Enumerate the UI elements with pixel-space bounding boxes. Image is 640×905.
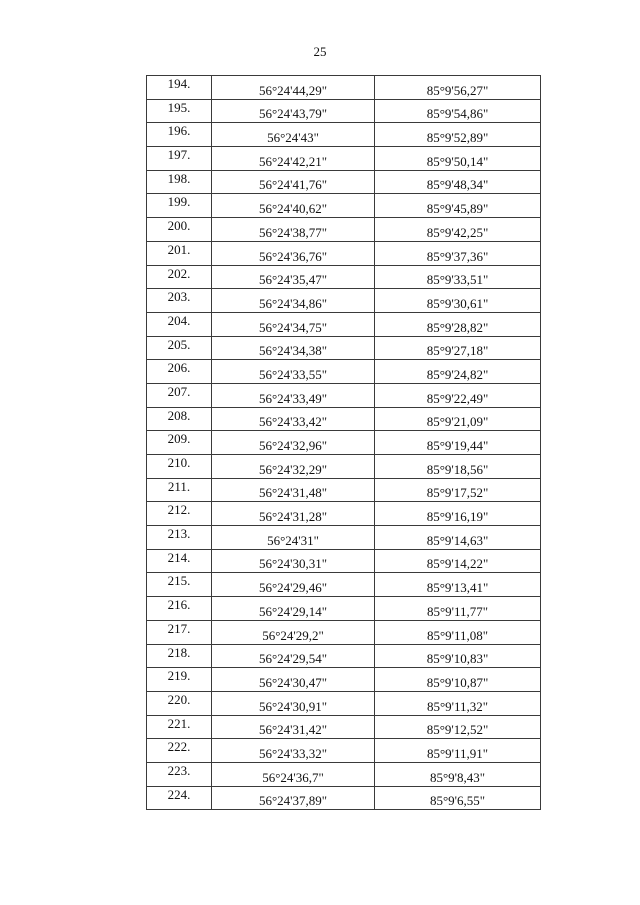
latitude-cell: 56°24'36,7" <box>212 762 375 786</box>
point-number-cell: 218. <box>147 644 212 668</box>
point-number-cell: 195. <box>147 99 212 123</box>
longitude-cell: 85°9'11,91" <box>375 739 541 763</box>
longitude-cell: 85°9'17,52" <box>375 478 541 502</box>
point-number-cell: 203. <box>147 289 212 313</box>
longitude-cell: 85°9'11,08" <box>375 620 541 644</box>
point-number-cell: 199. <box>147 194 212 218</box>
table-row <box>147 76 541 100</box>
point-number-cell: 221. <box>147 715 212 739</box>
longitude-cell: 85°9'16,19" <box>375 502 541 526</box>
latitude-cell: 56°24'29,14" <box>212 597 375 621</box>
table-row <box>147 786 541 810</box>
coordinates-table <box>146 75 541 810</box>
table-row <box>147 194 541 218</box>
table-row <box>147 431 541 455</box>
table-row <box>147 668 541 692</box>
longitude-cell: 85°9'10,83" <box>375 644 541 668</box>
point-number-cell: 209. <box>147 431 212 455</box>
latitude-cell: 56°24'31,42" <box>212 715 375 739</box>
longitude-cell: 85°9'27,18" <box>375 336 541 360</box>
longitude-cell: 85°9'52,89" <box>375 123 541 147</box>
latitude-cell: 56°24'38,77" <box>212 218 375 242</box>
point-number-cell: 205. <box>147 336 212 360</box>
longitude-cell: 85°9'19,44" <box>375 431 541 455</box>
longitude-cell: 85°9'21,09" <box>375 407 541 431</box>
table-row <box>147 360 541 384</box>
table-row <box>147 478 541 502</box>
table-row <box>147 502 541 526</box>
latitude-cell: 56°24'30,91" <box>212 691 375 715</box>
longitude-cell: 85°9'10,87" <box>375 668 541 692</box>
table-row <box>147 289 541 313</box>
latitude-cell: 56°24'40,62" <box>212 194 375 218</box>
page-number: 25 <box>313 44 327 59</box>
table-row <box>147 407 541 431</box>
table-row <box>147 715 541 739</box>
table-row <box>147 549 541 573</box>
table-row <box>147 218 541 242</box>
latitude-cell: 56°24'33,42" <box>212 407 375 431</box>
latitude-cell: 56°24'31,28" <box>212 502 375 526</box>
point-number-cell: 214. <box>147 549 212 573</box>
table-row <box>147 265 541 289</box>
table-row <box>147 241 541 265</box>
longitude-cell: 85°9'45,89" <box>375 194 541 218</box>
latitude-cell: 56°24'33,55" <box>212 360 375 384</box>
longitude-cell: 85°9'22,49" <box>375 383 541 407</box>
point-number-cell: 220. <box>147 691 212 715</box>
point-number-cell: 213. <box>147 526 212 550</box>
point-number-cell: 210. <box>147 455 212 479</box>
latitude-cell: 56°24'30,47" <box>212 668 375 692</box>
latitude-cell: 56°24'34,38" <box>212 336 375 360</box>
table-row <box>147 336 541 360</box>
table-row <box>147 597 541 621</box>
point-number-cell: 207. <box>147 383 212 407</box>
latitude-cell: 56°24'29,54" <box>212 644 375 668</box>
latitude-cell: 56°24'33,49" <box>212 383 375 407</box>
latitude-cell: 56°24'29,2" <box>212 620 375 644</box>
latitude-cell: 56°24'35,47" <box>212 265 375 289</box>
longitude-cell: 85°9'24,82" <box>375 360 541 384</box>
point-number-cell: 224. <box>147 786 212 810</box>
longitude-cell: 85°9'18,56" <box>375 455 541 479</box>
point-number-cell: 206. <box>147 360 212 384</box>
point-number-cell: 194. <box>147 76 212 100</box>
longitude-cell: 85°9'56,27" <box>375 76 541 100</box>
point-number-cell: 223. <box>147 762 212 786</box>
table-row <box>147 762 541 786</box>
latitude-cell: 56°24'32,96" <box>212 431 375 455</box>
point-number-cell: 196. <box>147 123 212 147</box>
table-row <box>147 691 541 715</box>
table-row <box>147 620 541 644</box>
latitude-cell: 56°24'30,31" <box>212 549 375 573</box>
point-number-cell: 202. <box>147 265 212 289</box>
point-number-cell: 200. <box>147 218 212 242</box>
longitude-cell: 85°9'50,14" <box>375 147 541 171</box>
longitude-cell: 85°9'11,77" <box>375 597 541 621</box>
table-row <box>147 455 541 479</box>
table-row <box>147 147 541 171</box>
table-row <box>147 170 541 194</box>
point-number-cell: 201. <box>147 241 212 265</box>
longitude-cell: 85°9'6,55" <box>375 786 541 810</box>
coordinates-table-body <box>147 76 541 810</box>
latitude-cell: 56°24'34,86" <box>212 289 375 313</box>
point-number-cell: 198. <box>147 170 212 194</box>
table-row <box>147 312 541 336</box>
latitude-cell: 56°24'43,79" <box>212 99 375 123</box>
latitude-cell: 56°24'42,21" <box>212 147 375 171</box>
latitude-cell: 56°24'36,76" <box>212 241 375 265</box>
latitude-cell: 56°24'31,48" <box>212 478 375 502</box>
latitude-cell: 56°24'43" <box>212 123 375 147</box>
latitude-cell: 56°24'44,29" <box>212 76 375 100</box>
point-number-cell: 219. <box>147 668 212 692</box>
longitude-cell: 85°9'30,61" <box>375 289 541 313</box>
longitude-cell: 85°9'14,63" <box>375 526 541 550</box>
latitude-cell: 56°24'31" <box>212 526 375 550</box>
longitude-cell: 85°9'8,43" <box>375 762 541 786</box>
latitude-cell: 56°24'29,46" <box>212 573 375 597</box>
table-row <box>147 99 541 123</box>
point-number-cell: 212. <box>147 502 212 526</box>
table-row <box>147 573 541 597</box>
point-number-cell: 197. <box>147 147 212 171</box>
longitude-cell: 85°9'11,32" <box>375 691 541 715</box>
table-row <box>147 383 541 407</box>
latitude-cell: 56°24'37,89" <box>212 786 375 810</box>
table-row <box>147 739 541 763</box>
point-number-cell: 208. <box>147 407 212 431</box>
latitude-cell: 56°24'41,76" <box>212 170 375 194</box>
longitude-cell: 85°9'48,34" <box>375 170 541 194</box>
table-row <box>147 123 541 147</box>
longitude-cell: 85°9'28,82" <box>375 312 541 336</box>
longitude-cell: 85°9'42,25" <box>375 218 541 242</box>
table-row <box>147 526 541 550</box>
point-number-cell: 204. <box>147 312 212 336</box>
table-row <box>147 644 541 668</box>
longitude-cell: 85°9'13,41" <box>375 573 541 597</box>
longitude-cell: 85°9'54,86" <box>375 99 541 123</box>
longitude-cell: 85°9'12,52" <box>375 715 541 739</box>
latitude-cell: 56°24'32,29" <box>212 455 375 479</box>
point-number-cell: 216. <box>147 597 212 621</box>
point-number-cell: 217. <box>147 620 212 644</box>
latitude-cell: 56°24'34,75" <box>212 312 375 336</box>
point-number-cell: 211. <box>147 478 212 502</box>
longitude-cell: 85°9'14,22" <box>375 549 541 573</box>
longitude-cell: 85°9'33,51" <box>375 265 541 289</box>
point-number-cell: 215. <box>147 573 212 597</box>
point-number-cell: 222. <box>147 739 212 763</box>
latitude-cell: 56°24'33,32" <box>212 739 375 763</box>
longitude-cell: 85°9'37,36" <box>375 241 541 265</box>
